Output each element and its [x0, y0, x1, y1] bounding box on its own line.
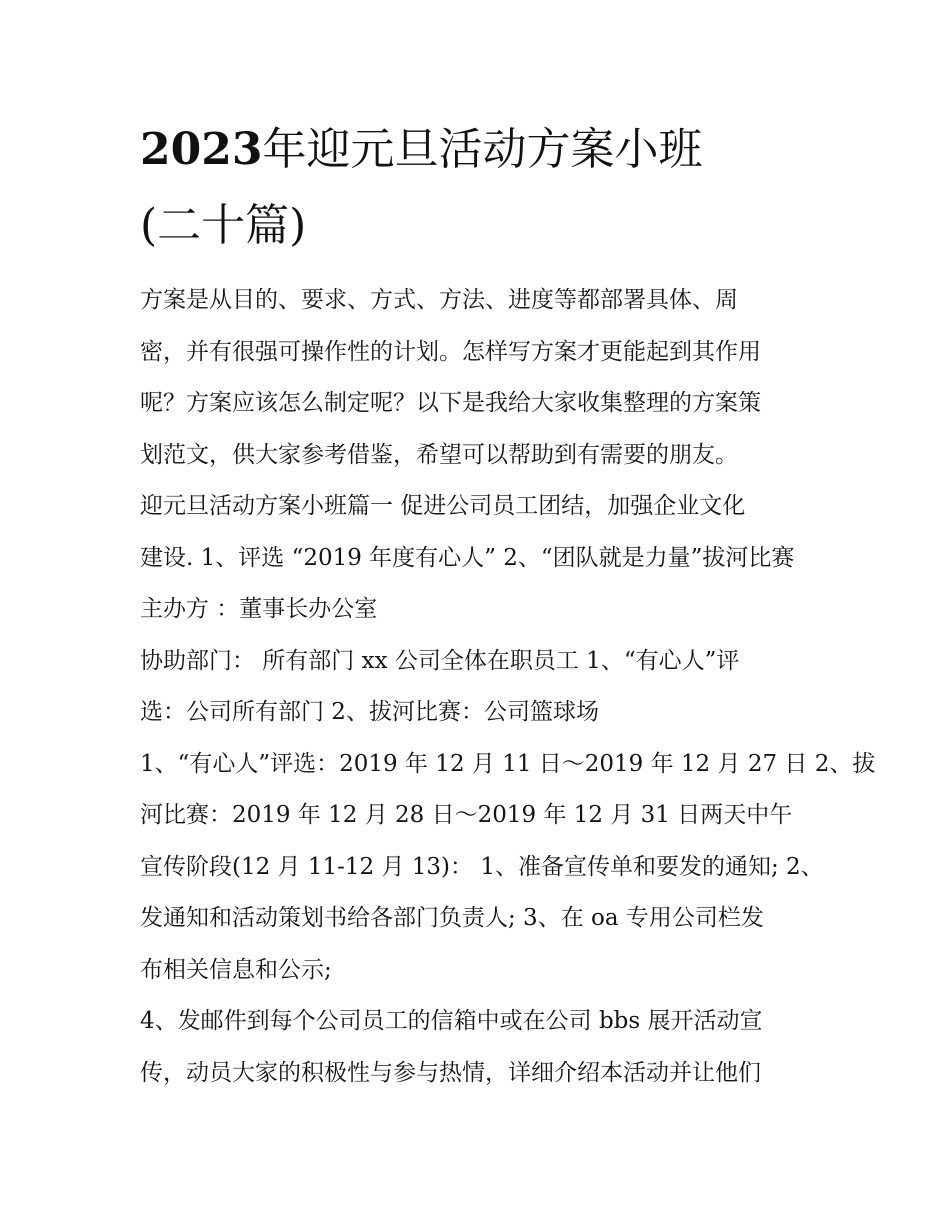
title-subtitle: (二十篇)	[140, 200, 307, 251]
text-line: 呢？方案应该怎么制定呢？以下是我给大家收集整理的方案策	[140, 390, 761, 416]
text-line: 4、发邮件到每个公司员工的信箱中或在公司 bbs 展开活动宣	[140, 1008, 763, 1034]
text-line: 布相关信息和公示;	[140, 956, 332, 983]
text-line: 河比赛：2019 年 12 月 28 日～2019 年 12 月 31 日两天中午	[140, 802, 793, 828]
text-line: 迎元旦活动方案小班篇一 促进公司员工团结，加强企业文化	[140, 493, 746, 519]
text-line: 主办方 ：董事长办公室	[140, 596, 378, 622]
text-line: 传，动员大家的积极性与参与热情，详细介绍本活动并让他们	[140, 1059, 761, 1086]
text-line: 宣传阶段(12 月 11-12 月 13)： 1、准备宣传单和要发的通知; 2、	[140, 853, 824, 880]
text-line: 选：公司所有部门 2、拔河比赛：公司篮球场	[140, 699, 599, 725]
title-year: 2023	[140, 124, 263, 175]
document-title	[140, 112, 840, 264]
text-line: 协助部门： 所有部门 xx 公司全体在职员工 1、“有心人”评	[140, 647, 740, 674]
text-line: 建设. 1、评选 “2019 年度有心人” 2、“团队就是力量”拔河比赛	[140, 544, 795, 571]
text-line: 发通知和活动策划书给各部门负责人; 3、在 oa 专用公司栏发	[140, 905, 764, 931]
text-line: 密，并有很强可操作性的计划。怎样写方案才更能起到其作用	[140, 338, 761, 365]
text-line: 1、“有心人”评选：2019 年 12 月 11 日～2019 年 12 月 27 日 2、拔	[140, 750, 876, 777]
title-main: 年迎元旦活动方案小班	[262, 124, 703, 175]
text-line: 方案是从目的、要求、方式、方法、进度等都部署具体、周	[140, 287, 738, 313]
body-text	[140, 275, 876, 1099]
text-line: 划范文，供大家参考借鉴，希望可以帮助到有需要的朋友。	[140, 441, 738, 468]
